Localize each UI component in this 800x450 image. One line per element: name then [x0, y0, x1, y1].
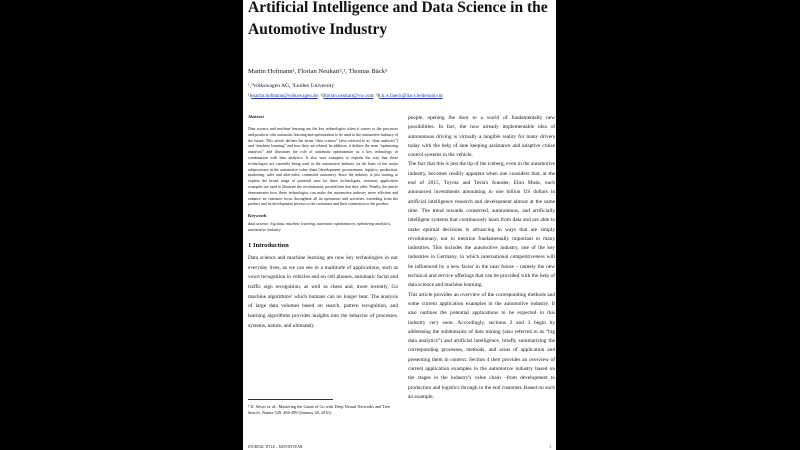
keywords-text: data science, big data, machine learning, automatic optimization, optimizing analytics, automotive industry — [248, 221, 391, 233]
body-paragraph-2: The fact that this is just the tip of the iceberg, even in the automotive industry, becomes readily apparent when one considers that, at the end of 2015, Toyota and Tesla's founder, Elon Musk, each announced investments amounting to one billion US dollars in artificial intelligence research and development almost at the same time. The trend towards connected, autonomous, and artificially intelligent systems that continuously learn from data and are able to make optimal decisions is advancing in ways that are simply revolutionary, not to mention fundamentally important to many industries. This includes the automotive industry, one of the key industries in Germany, in which international competitiveness will be influenced by a new factor in the near future – namely the new technical and service offerings that can be provided with the help of data science and machine learning. — [408, 161, 555, 289]
email-link-hofmann[interactable]: martin.hofmann@volkswagen.de — [251, 94, 318, 99]
body-paragraph-3: This article provides an overview of the corresponding methods and some current application examples in the automotive industry. It also outlines the potential applications to be expected in this industry very soon. Accordingly, sections 2 and 3 begin by addressing the subdomains of data mining (also referred to as “big data analytics”) and artificial intelligence, briefly summarizing the corresponding processes, methods, and areas of application and presenting them in context. Section 4 then provides an overview of current application examples in the automotive industry based on the stages in the industry's value chain –from development to production and logistics through to the end customer. Based on such an example, — [408, 291, 555, 400]
paper-page — [243, 0, 556, 450]
page-number: 1 — [549, 444, 551, 449]
email-marker-1: ¹) — [248, 94, 252, 99]
footnote: ¹ D. Silver et. al.: Mastering the Game of Go with Deep Neural Networks and Tree Search, Nature 529, 484-489 (January 28, 2016). — [248, 404, 391, 416]
page-footer: JOURNAL TITLE – MONTH YEAR — [248, 445, 303, 449]
left-column — [248, 114, 398, 331]
email-marker-2: ; ²) — [317, 94, 324, 99]
author-emails — [248, 94, 443, 99]
right-column — [408, 114, 555, 402]
intro-paragraph: Data science and machine learning are now key technologies in our everyday lives, as we can see in a multitude of applications, such as voice recognition in vehicles and on cell phones, automatic facial and traffic sign recognition, as well as chess and, more recently, Go machine algorithms¹ which humans can no longer beat. The analysis of large data volumes based on search, pattern recognition, and learning algorithms provides insights into the behavior of processes, systems, nature, and ultimately — [248, 255, 398, 329]
section-heading-introduction: 1 Introduction — [248, 242, 289, 250]
abstract-text: Data science and machine learning are the key technologies when it comes to the processes and products with automatic learning and optimization to be used in the automotive industry of the future. This article defines the terms “data science” (also referred to as “data analytics”) and “machine learning” and how they are related. In addition, it defines the term “optimizing analytics” and illustrates the role of automatic optimization as a key technology in combination with data analytics. It also uses examples to explain the way that these technologies are currently being used in the automotive industry on the basis of the major subprocesses in the automotive value chain (development, procurement; logistics, production, marketing, sales and after-sales, connected customer). Since the industry is just starting to explore the broad range of potential uses for these technologies, visionary application examples are used to illustrate the revolutionary possibilities that they offer. Finally, the article demonstrates how these technologies can make the automotive industry more efficient and enhance its customer focus throughout all its operations and activities, extending from the product and its development process to the customers and their connection to the product. — [248, 126, 398, 207]
paper-title: Artificial Intelligence and Data Science in the Automotive Industry — [248, 0, 548, 38]
abstract-heading: Abstract — [248, 114, 264, 119]
email-marker-3: ; ³) — [373, 94, 380, 99]
email-link-neukart[interactable]: florian.neukart@vw.com — [323, 94, 374, 99]
affiliations: ¹,²Volkswagen AG, ³Leiden University — [248, 83, 335, 89]
author-list: Martin Hofmann¹, Florian Neukart²,³, Thomas Bäck³ — [248, 68, 387, 75]
email-link-baeck[interactable]: t.h.w.baeck@liacs.leidenuniv.nl — [379, 94, 443, 99]
footnote-divider — [248, 399, 333, 400]
keywords-heading: Keywords — [248, 213, 267, 219]
body-paragraph-1: people, opening the door to a world of fundamentally new possibilities. In fact, the now already implementable idea of autonomous driving is virtually a tangible reality for many drivers today with the help of lane keeping assistance and adaptive cruise control systems in the vehicle. — [408, 115, 555, 159]
